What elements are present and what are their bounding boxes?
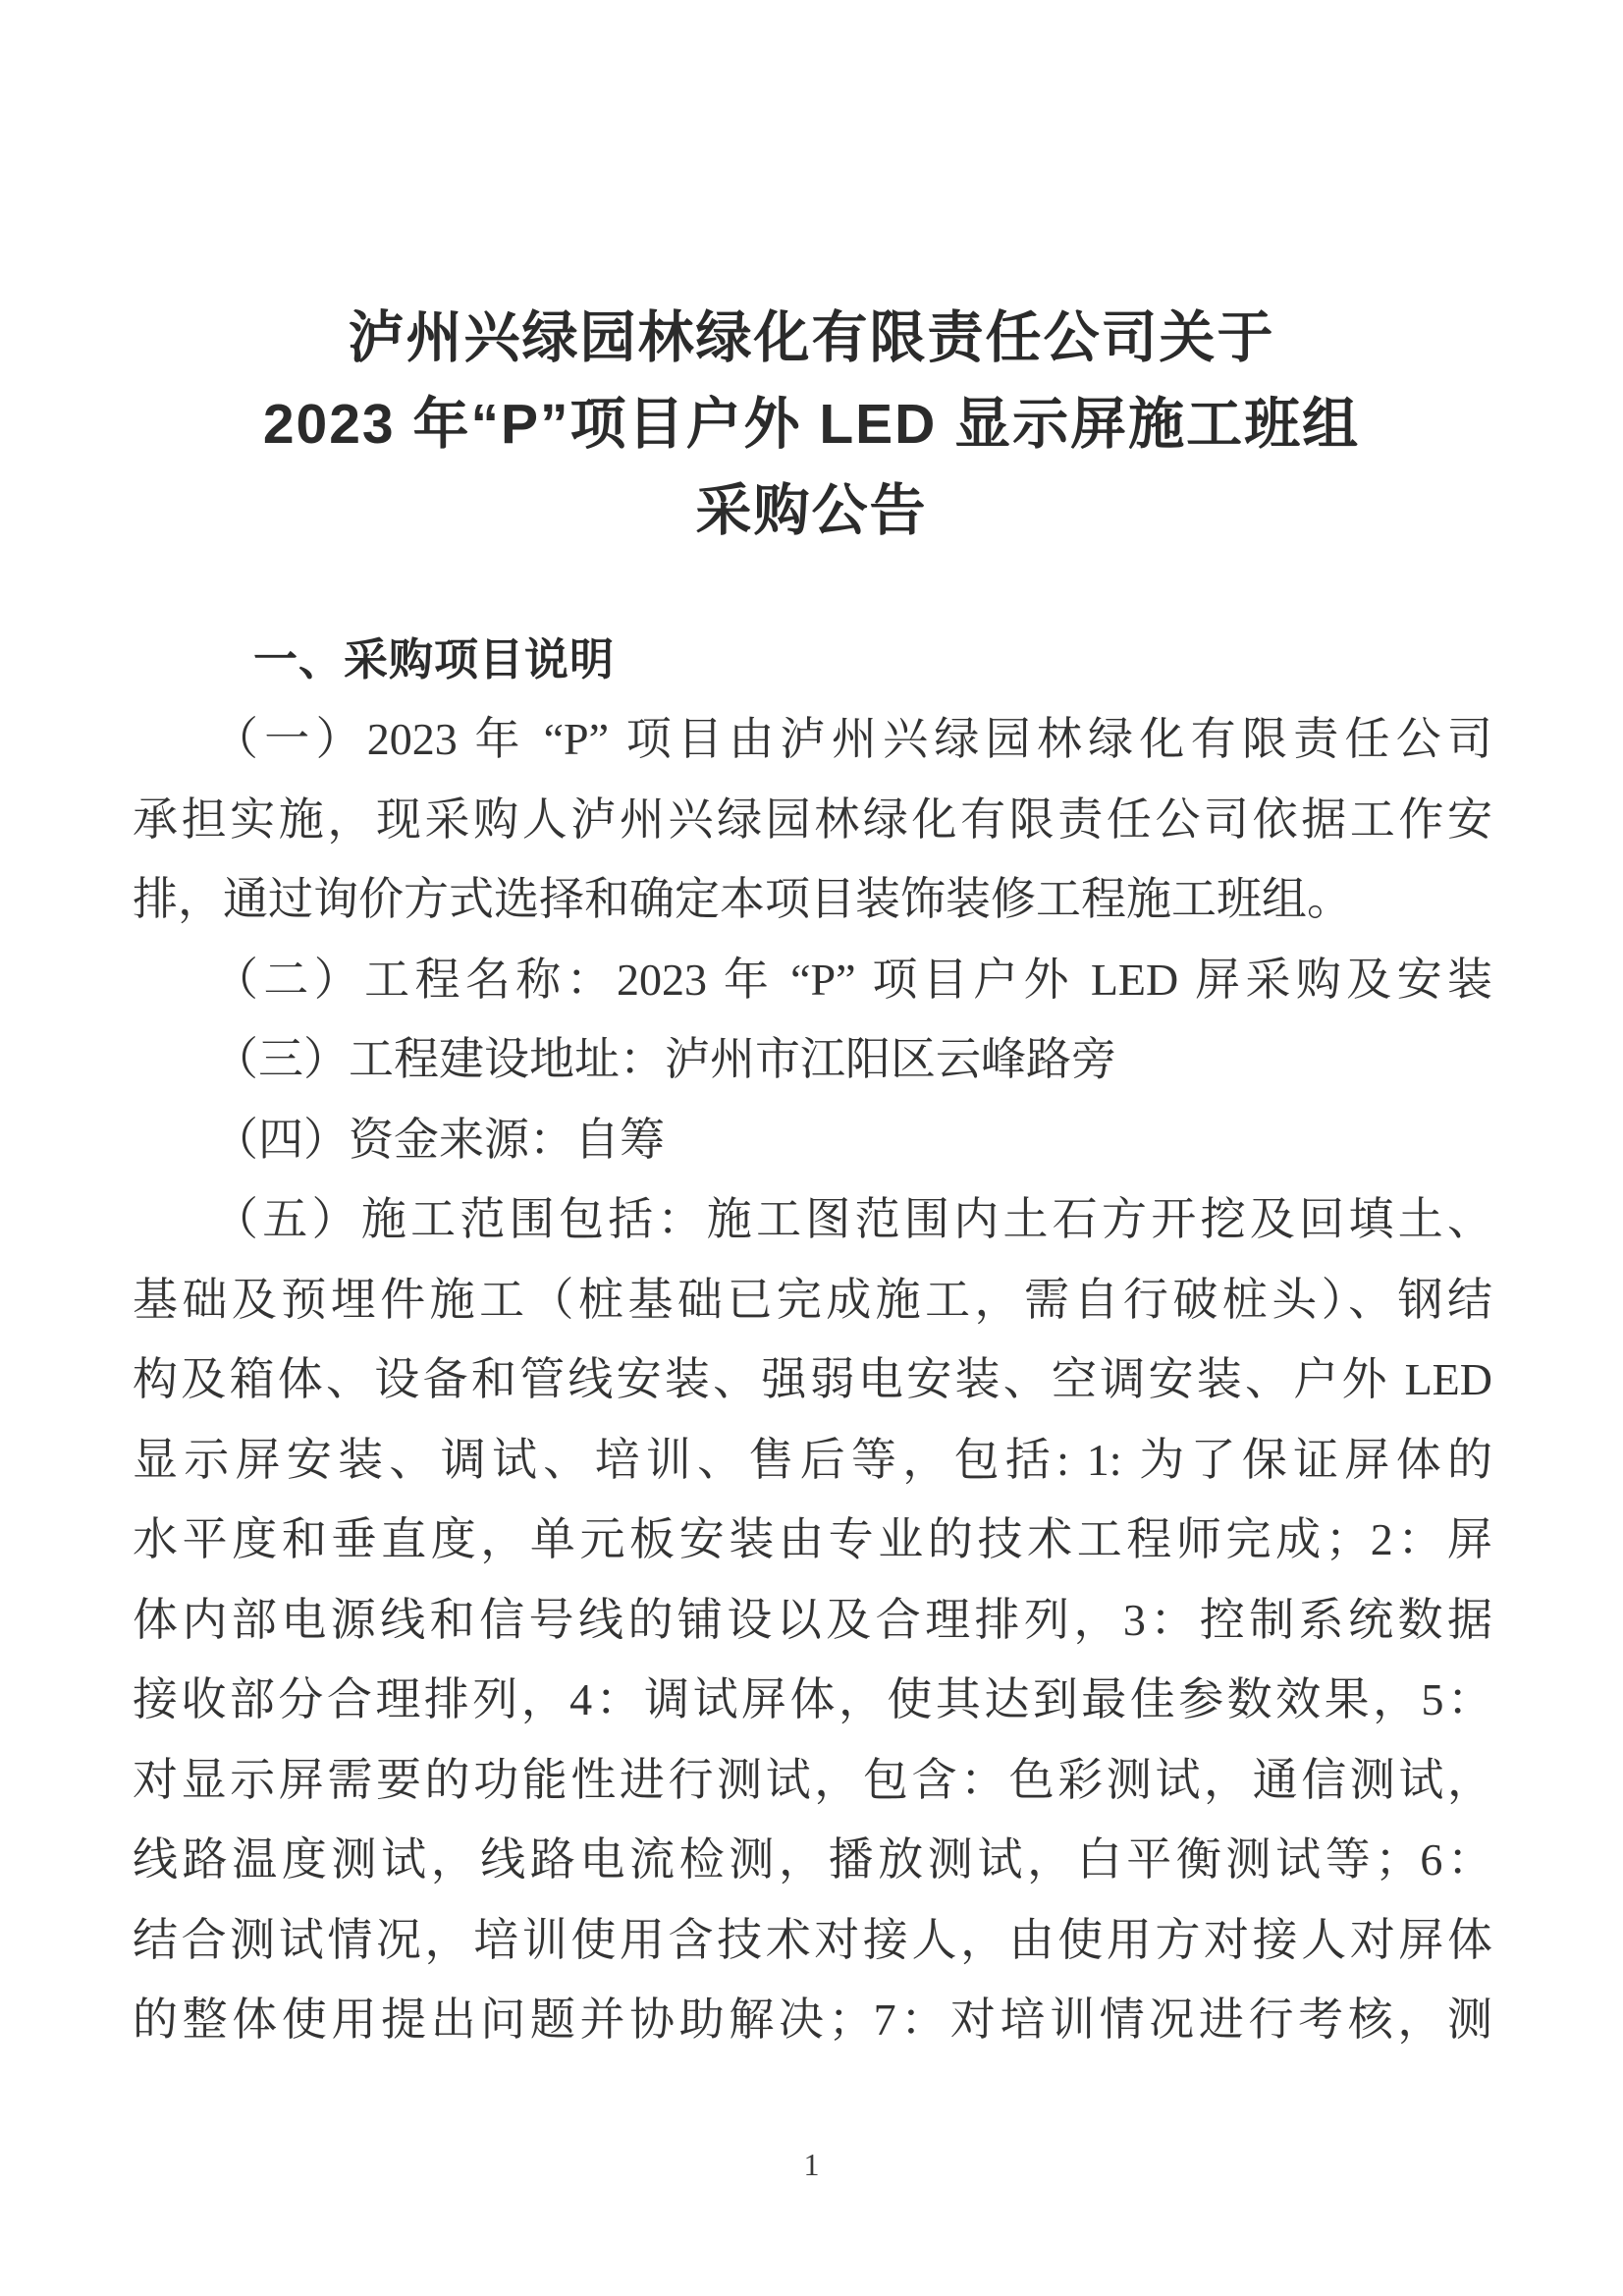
body-line: 构及箱体、设备和管线安装、强弱电安装、空调安装、户外 LED (133, 1354, 1492, 1404)
section-heading-procurement-description: 一、采购项目说明 (253, 634, 616, 684)
body-line: 排，通过询价方式选择和确定本项目装饰装修工程施工班组。 (133, 874, 1352, 924)
page-number: 1 (803, 2147, 820, 2182)
body-line: 基础及预埋件施工（桩基础已完成施工，需自行破桩头）、钢结 (133, 1274, 1492, 1325)
body-line: 结合测试情况，培训使用含技术对接人，由使用方对接人对屏体 (133, 1914, 1492, 1965)
body-line: 对显示屏需要的功能性进行测试，包含：色彩测试，通信测试， (133, 1754, 1492, 1805)
body-line: 承担实施，现采购人泸州兴绿园林绿化有限责任公司依据工作安 (133, 793, 1492, 845)
body-text (133, 699, 1492, 2060)
body-line: （三）工程建设地址：泸州市江阳区云峰路旁 (213, 1034, 1116, 1084)
body-line: 接收部分合理排列，4：调试屏体，使其达到最佳参数效果，5： (133, 1674, 1493, 1724)
title-line-3: 采购公告 (695, 479, 928, 542)
body-line: 显示屏安装、调试、培训、售后等，包括: 1: 为了保证屏体的 (133, 1434, 1492, 1485)
body-line: 的整体使用提出问题并协助解决；7：对培训情况进行考核，测 (133, 1995, 1492, 2045)
body-line: 水平度和垂直度，单元板安装由专业的技术工程师完成；2：屏 (133, 1514, 1492, 1564)
body-line: （二）工程名称：2023 年 “P” 项目户外 LED 屏采购及安装 (213, 954, 1492, 1005)
title-line-2: 2023 年“P”项目户外 LED 显示屏施工班组 (262, 393, 1361, 456)
body-line: 体内部电源线和信号线的铺设以及合理排列，3：控制系统数据 (133, 1594, 1492, 1645)
body-line: （四）资金来源：自筹 (213, 1114, 665, 1165)
body-line: 线路温度测试，线路电流检测，播放测试，白平衡测试等；6： (133, 1834, 1492, 1885)
body-line: （一）2023 年 “P” 项目由泸州兴绿园林绿化有限责任公司 (213, 714, 1492, 764)
title-line-1: 泸州兴绿园林绿化有限责任公司关于 (348, 306, 1275, 369)
document-title (0, 295, 1623, 554)
body-line: （五）施工范围包括：施工图范围内土石方开挖及回填土、 (213, 1194, 1492, 1244)
